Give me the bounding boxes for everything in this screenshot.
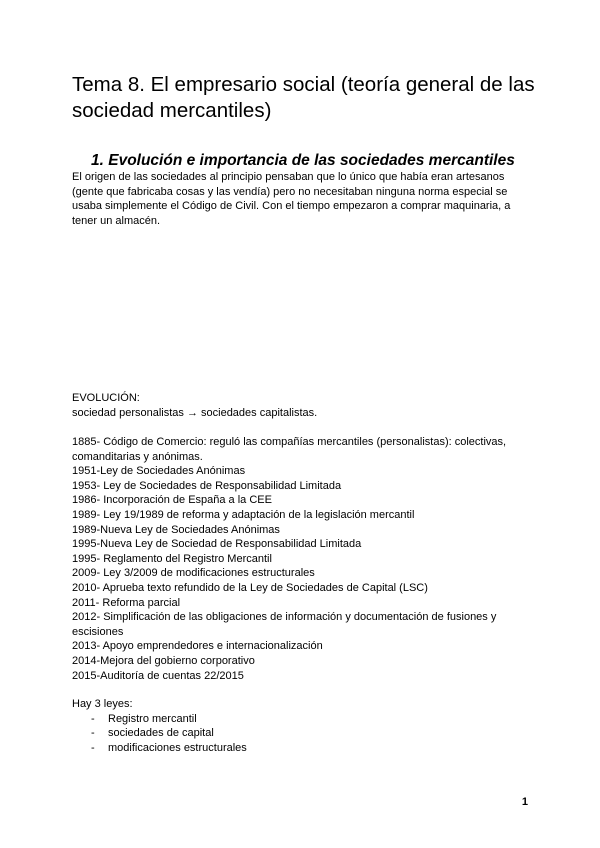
timeline-item: 1995-Nueva Ley de Sociedad de Responsabilidad Limitada [72, 538, 362, 551]
section-heading: 1. Evolución e importancia de las sociedades mercantiles [91, 152, 515, 169]
list-item [72, 712, 542, 727]
intro-paragraph: El origen de las sociedades al principio pensaban que lo único que había eran artesanos (gente que fabricaba cosas y las vendía) pero no necesitaban ninguna norma especial se usaba simplemente el Código de Civil. Con el tiempo empezaron a comprar maquinaria, a tener un almacén. [72, 171, 511, 227]
evolution-label: EVOLUCIÓN: [72, 392, 140, 404]
page-title: Tema 8. El empresario social (teoría general de las sociedad mercantiles) [72, 73, 535, 122]
page-number: 1 [521, 796, 528, 808]
timeline-item: 2015-Auditoría de cuentas 22/2015 [72, 669, 244, 682]
timeline-item: 1953- Ley de Sociedades de Responsabilidad Limitada [72, 479, 342, 492]
dash-bullet: - [91, 727, 95, 740]
dash-bullet: - [91, 741, 95, 754]
list-item-label: sociedades de capital [108, 727, 214, 740]
timeline-list [72, 435, 542, 683]
timeline-item: 1951-Ley de Sociedades Anónimas [72, 465, 246, 478]
timeline-item: 2011- Reforma parcial [72, 596, 181, 609]
timeline-item: 1995- Reglamento del Registro Mercantil [72, 552, 272, 565]
timeline-item: 2012- Simplificación de las obligaciones de información y documentación de fusiones y escisiones [72, 611, 497, 638]
list-item [72, 726, 542, 741]
timeline-item: 2010- Aprueba texto refundido de la Ley de Sociedades de Capital (LSC) [72, 581, 428, 594]
dash-bullet: - [91, 712, 95, 725]
timeline-item: 1885- Código de Comercio: reguló las compañías mercantiles (personalistas): colectivas, comanditarias y anónimas. [72, 436, 507, 463]
list-item-label: modificaciones estructurales [108, 741, 247, 754]
timeline-item: 1989-Nueva Ley de Sociedades Anónimas [72, 523, 280, 536]
list-item-label: Registro mercantil [108, 712, 197, 725]
timeline-item: 2013- Apoyo emprendedores e internacionalización [72, 640, 323, 653]
list-item [72, 741, 542, 756]
timeline-item: 2014-Mejora del gobierno corporativo [72, 654, 255, 667]
laws-intro: Hay 3 leyes: [72, 698, 133, 710]
timeline-item: 2009- Ley 3/2009 de modificaciones estructurales [72, 567, 315, 580]
timeline-item: 1986- Incorporación de España a la CEE [72, 494, 272, 507]
laws-list [72, 712, 542, 756]
laws-block [72, 697, 542, 755]
evolution-block [72, 391, 542, 420]
evolution-line: sociedad personalistas → sociedades capitalistas. [72, 406, 318, 419]
timeline-item: 1989- Ley 19/1989 de reforma y adaptación de la legislación mercantil [72, 508, 415, 521]
